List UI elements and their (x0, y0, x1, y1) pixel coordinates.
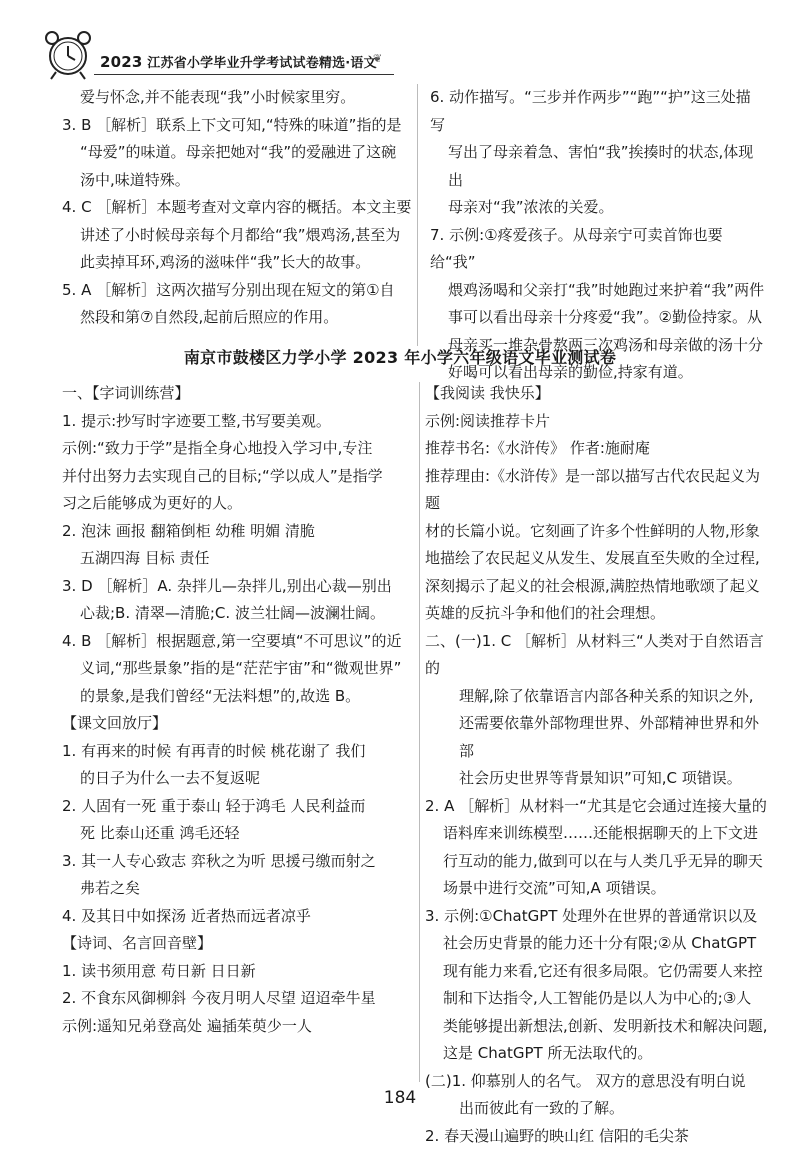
text-line: 此卖掉耳环,鸡汤的滋味伴“我”长大的故事。 (62, 249, 412, 277)
text-line: 2. A ［解析］从材料一“尤其是它会通过连接大量的 (425, 793, 770, 821)
header-title (100, 52, 377, 71)
text-line: 2. 人固有一死 重于泰山 轻于鸿毛 人民利益而 (62, 793, 417, 821)
text-line: 现有能力来看,它还有很多局限。它仍需要人来控 (425, 958, 770, 986)
text-line: 2. 春天漫山遍野的映山红 信阳的毛尖茶 (425, 1123, 770, 1150)
text-line: 汤中,味道特殊。 (62, 167, 412, 195)
text-line: “母爱”的味道。母亲把她对“我”的爱融进了这碗 (62, 139, 412, 167)
text-line: 死 比泰山还重 鸿毛还轻 (62, 820, 417, 848)
text-line: 1. 提示:抄写时字迹要工整,书写要美观。 (62, 408, 417, 436)
text-line: 4. 及其日中如探汤 近者热而远者凉乎 (62, 903, 417, 931)
text-line: 理解,除了依靠语言内部各种关系的知识之外, (425, 683, 770, 711)
column-divider (417, 84, 418, 346)
text-line: 英雄的反抗斗争和他们的社会理想。 (425, 600, 770, 628)
header-year: 2023 (100, 53, 143, 71)
page-header (38, 14, 398, 84)
top-right-column (430, 84, 765, 387)
text-line: 然段和第⑦自然段,起前后照应的作用。 (62, 304, 412, 332)
text-line: 深刻揭示了起义的社会根源,满腔热情地歌颂了起义 (425, 573, 770, 601)
text-line: 2. 泡沫 画报 翻箱倒柜 幼稚 明媚 清脆 (62, 518, 417, 546)
text-line: (二)1. 仰慕别人的名气。 双方的意思没有明白说 (425, 1068, 770, 1096)
text-line: 事可以看出母亲十分疼爱“我”。②勤俭持家。从 (430, 304, 765, 332)
text-line: 示例:遥知兄弟登高处 遍插茱萸少一人 (62, 1013, 417, 1041)
alarm-clock-icon (38, 22, 98, 82)
text-line: 心裁;B. 清翠—清脆;C. 波兰壮阔—波澜壮阔。 (62, 600, 417, 628)
text-line: 示例:阅读推荐卡片 (425, 408, 770, 436)
text-line: 7. 示例:①疼爱孩子。从母亲宁可卖首饰也要给“我” (430, 222, 765, 277)
text-line: 这是 ChatGPT 所无法取代的。 (425, 1040, 770, 1068)
text-line: 示例:“致力于学”是指全身心地投入学习中,专注 (62, 435, 417, 463)
text-line: 语料库来训练模型……还能根据聊天的上下文进 (425, 820, 770, 848)
text-line: 6. 动作描写。“三步并作两步”“跑”“护”这三处描写 (430, 84, 765, 139)
text-line: 3. 其一人专心致志 弈秋之为听 思援弓缴而射之 (62, 848, 417, 876)
text-line: 类能够提出新想法,创新、发明新技术和解决问题, (425, 1013, 770, 1041)
text-line: 的日子为什么一去不复返呢 (62, 765, 417, 793)
column-divider (419, 382, 420, 1082)
page-number: 184 (0, 1088, 800, 1108)
text-line: 3. D ［解析］A. 杂拌儿—杂拌儿,别出心裁—别出 (62, 573, 417, 601)
text-line: 场景中进行交流”可知,A 项错误。 (425, 875, 770, 903)
bottom-right-column (425, 380, 770, 1150)
text-line: 五湖四海 目标 责任 (62, 545, 417, 573)
text-line: 义词,“那些景象”指的是“茫茫宇宙”和“微观世界” (62, 655, 417, 683)
text-line: 弗若之矣 (62, 875, 417, 903)
text-line: 爱与怀念,并不能表现“我”小时候家里穷。 (62, 84, 412, 112)
text-line: 5. A ［解析］这两次描写分别出现在短文的第①自 (62, 277, 412, 305)
text-line: 煨鸡汤喝和父亲打“我”时她跑过来护着“我”两件 (430, 277, 765, 305)
section-heading: 一、【字词训练营】 (62, 380, 417, 408)
text-line: 出而彼此有一致的了解。 (425, 1095, 770, 1123)
text-line: 3. B ［解析］联系上下文可知,“特殊的味道”指的是 (62, 112, 412, 140)
top-left-column (62, 84, 412, 332)
section-heading: 【诗词、名言回音壁】 (62, 930, 417, 958)
header-book-title: 江苏省小学毕业升学考试试卷精选·语文 (147, 56, 377, 71)
header-rule (94, 74, 394, 75)
text-line: 地描绘了农民起义从发生、发展直至失败的全过程, (425, 545, 770, 573)
section-heading: 【课文回放厅】 (62, 710, 417, 738)
text-line: 母亲买一堆杂骨熬两三次鸡汤和母亲做的汤十分 (430, 332, 765, 360)
text-line: 1. 读书须用意 苟日新 日日新 (62, 958, 417, 986)
text-line: 4. C ［解析］本题考查对文章内容的概括。本文主要 (62, 194, 412, 222)
text-line: 还需要依靠外部物理世界、外部精神世界和外部 (425, 710, 770, 765)
text-line: 推荐书名:《水浒传》 作者:施耐庵 (425, 435, 770, 463)
text-line: 2. 不食东风御柳斜 今夜月明人尽望 迢迢牵牛星 (62, 985, 417, 1013)
text-line: 社会历史世界等背景知识”可知,C 项错误。 (425, 765, 770, 793)
text-line: 社会历史背景的能力还十分有限;②从 ChatGPT (425, 930, 770, 958)
text-line: 推荐理由:《水浒传》是一部以描写古代农民起义为题 (425, 463, 770, 518)
text-line: 4. B ［解析］根据题意,第一空要填“不可思议”的近 (62, 628, 417, 656)
text-line: 二、(一)1. C ［解析］从材料三“人类对于自然语言的 (425, 628, 770, 683)
exam-title: 南京市鼓楼区力学小学 2023 年小学六年级语文毕业测试卷 (0, 345, 800, 368)
text-line: 行互动的能力,做到可以在与人类几乎无异的聊天 (425, 848, 770, 876)
text-line: 写出了母亲着急、害怕“我”挨揍时的状态,体现出 (430, 139, 765, 194)
text-line: 习之后能够成为更好的人。 (62, 490, 417, 518)
section-heading: 【我阅读 我快乐】 (425, 380, 770, 408)
text-line: 3. 示例:①ChatGPT 处理外在世界的普通常识以及 (425, 903, 770, 931)
text-line: 母亲对“我”浓浓的关爱。 (430, 194, 765, 222)
text-line: 并付出努力去实现自己的目标;“学以成人”是指学 (62, 463, 417, 491)
text-line: 好喝可以看出母亲的勤俭,持家有道。 (430, 359, 765, 387)
text-line: 讲述了小时候母亲每个月都给“我”煨鸡汤,甚至为 (62, 222, 412, 250)
leaf-decoration-icon: ❦ (373, 52, 382, 65)
bottom-left-column (62, 380, 417, 1040)
text-line: 材的长篇小说。它刻画了许多个性鲜明的人物,形象 (425, 518, 770, 546)
text-line: 的景象,是我们曾经“无法料想”的,故选 B。 (62, 683, 417, 711)
text-line: 1. 有再来的时候 有再青的时候 桃花谢了 我们 (62, 738, 417, 766)
text-line: 制和下达指令,人工智能仍是以人为中心的;③人 (425, 985, 770, 1013)
